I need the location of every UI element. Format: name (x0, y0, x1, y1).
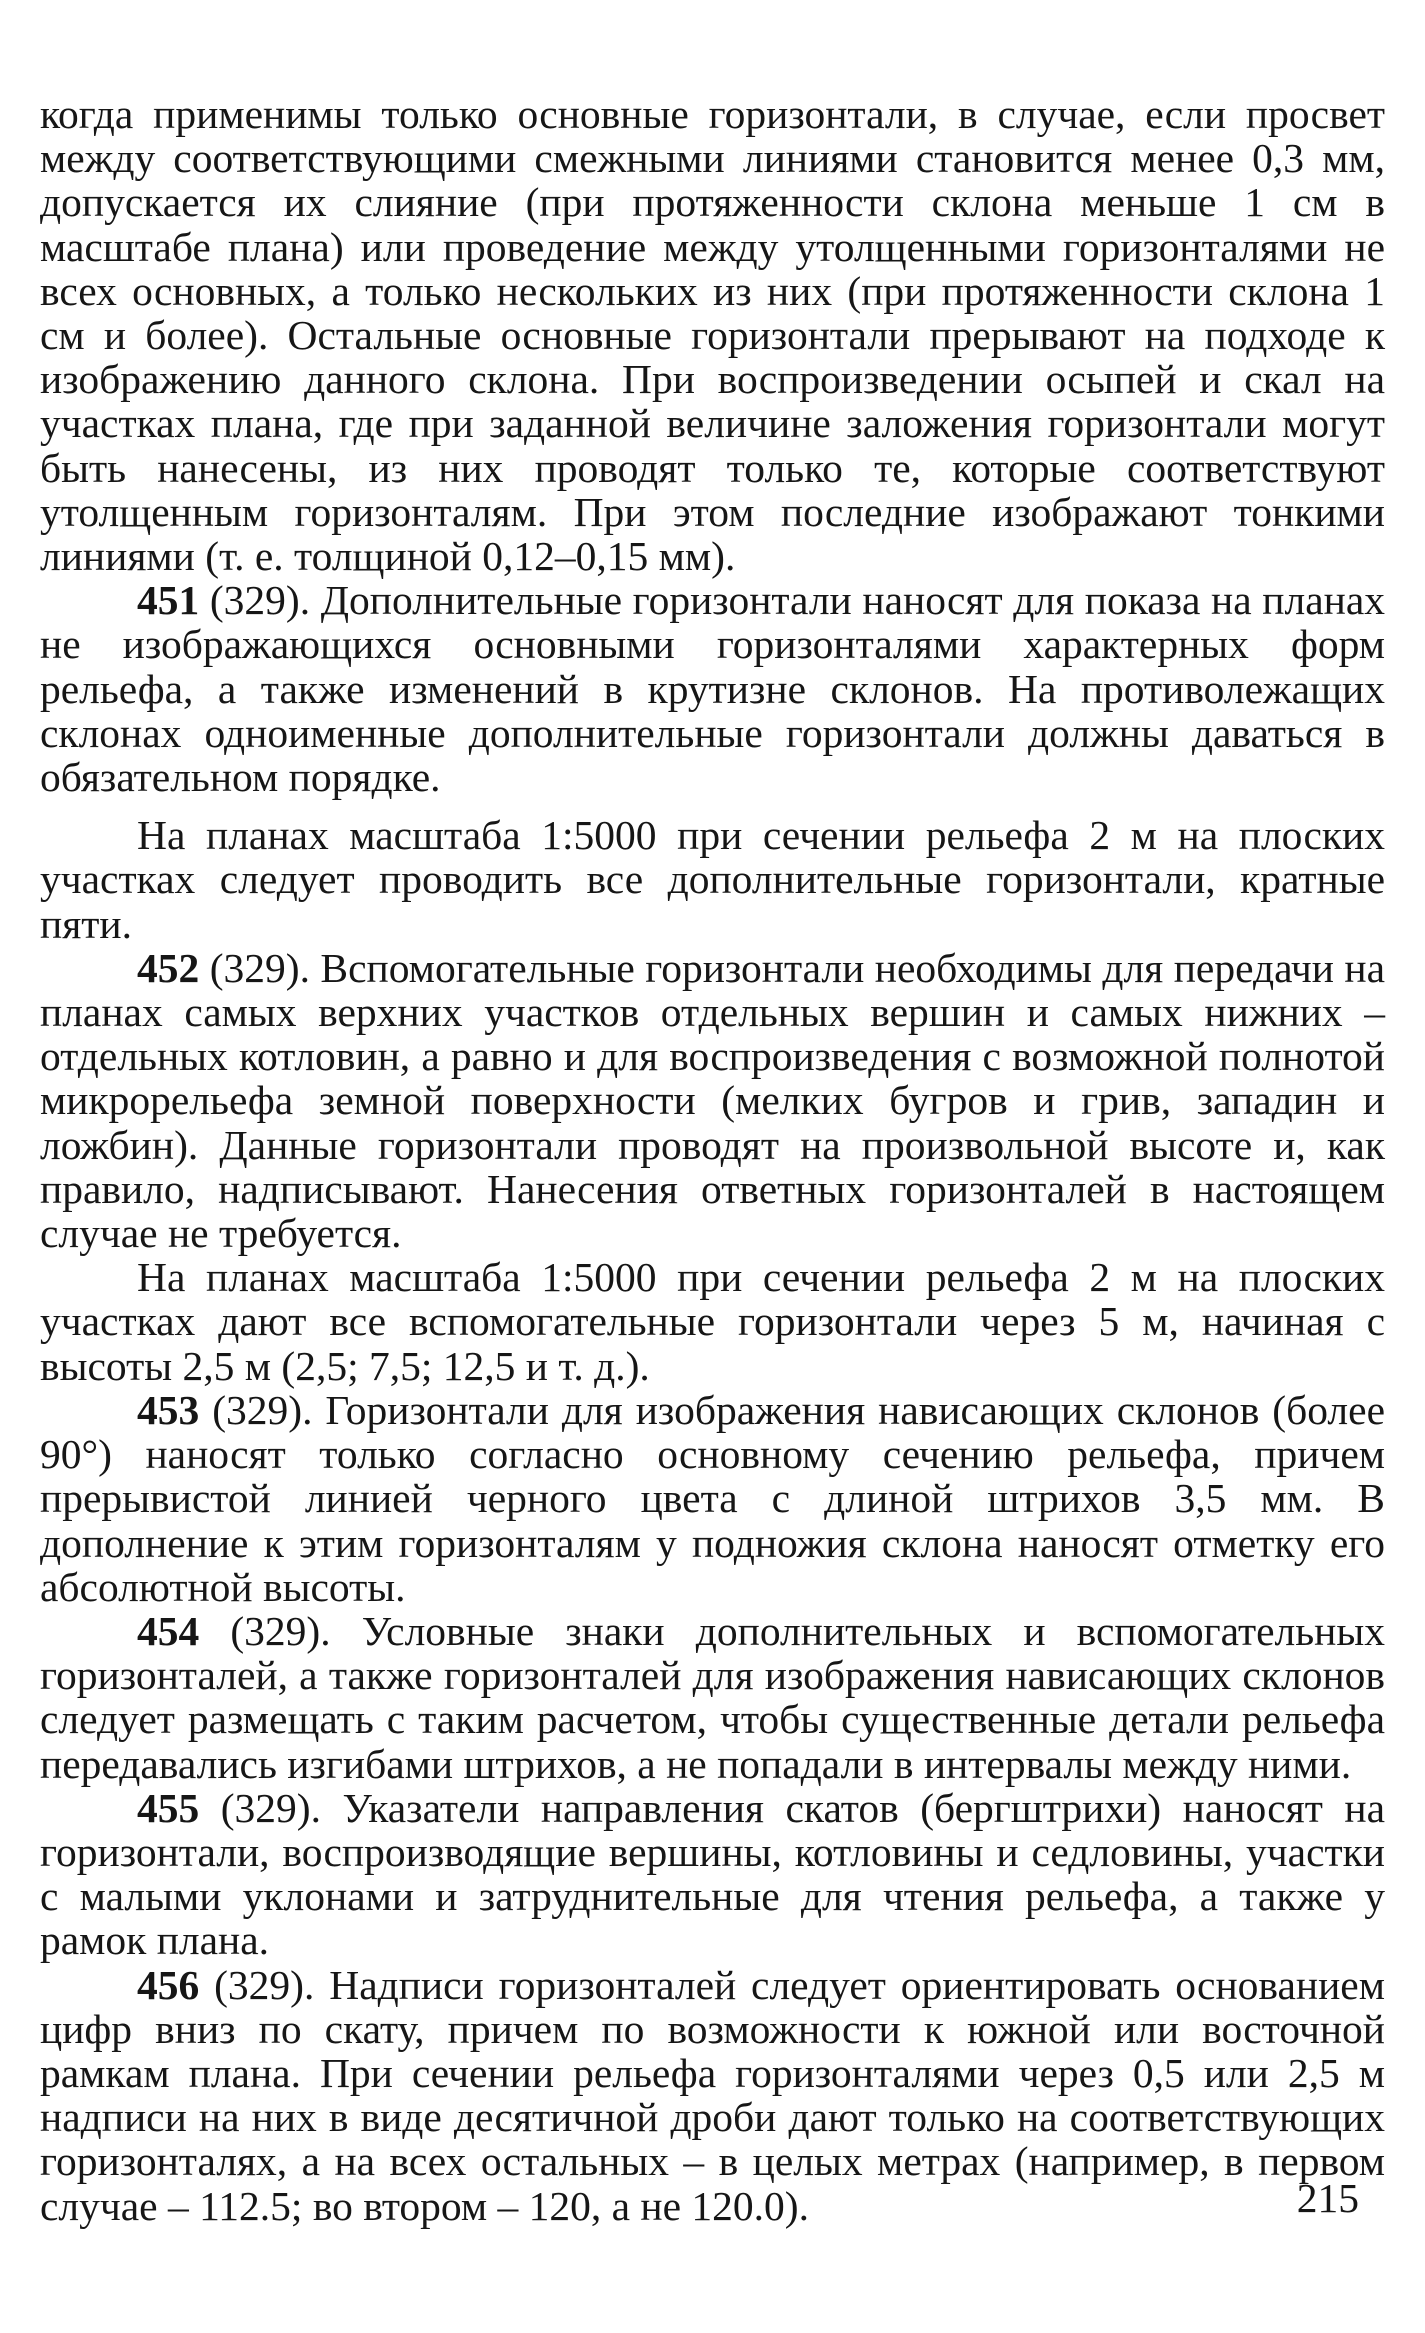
paragraph-text: (329). Надписи горизонталей следует ориентировать основанием цифр вниз по скату, причем по возможности к южной или восточной рамкам плана. При сечении рельефа горизонталями через 0,5 или 2,5 м надписи на них в виде десятичной дроби дают только на соответствующих горизонталях, а на всех остальных – в целых метрах (например, в первом случае – 112.5; во втором – 120, а не 120.0). (40, 1961, 1385, 2229)
paragraph-text: На планах масштаба 1:5000 при сечении рельефа 2 м на плоских участках дают все вспомогательные горизонтали через 5 м, начиная с высоты 2,5 м (2,5; 7,5; 12,5 и т. д.). (40, 1254, 1385, 1389)
paragraph-text: когда применимы только основные горизонтали, в случае, если просвет между соответствующими смежными линиями становится менее 0,3 мм, допускается их слияние (при протяженности склона меньше 1 см в масштабе плана) или проведение между утолщенными горизонталями не всех основных, а только нескольких из них (при протяженности склона 1 см и более). Остальные основные горизонтали прерывают на подходе к изображению данного склона. При воспроизведении осыпей и скал на участках плана, где при заданной величине заложения горизонтали могут быть нанесены, из них проводят только те, которые соответствуют утолщенным горизонталям. При этом последние изображают тонкими линиями (т. е. толщиной 0,12–0,15 мм). (40, 91, 1385, 580)
paragraph-453 (40, 1388, 1385, 1609)
paragraph-452-scale-note (40, 1255, 1385, 1388)
paragraph-455 (40, 1786, 1385, 1963)
paragraph-452 (40, 946, 1385, 1255)
paragraph-number: 452 (137, 944, 200, 991)
paragraph-text: (329). Горизонтали для изображения нависающих склонов (более 90°) наносят только согласно основному сечению рельефа, причем прерывистой линией черного цвета с длиной штрихов 3,5 мм. В дополнение к этим горизонталям у подножия склона наносят отметку его абсолютной высоты. (40, 1386, 1385, 1610)
paragraph-text: (329). Дополнительные горизонтали наносят для показа на планах не изображающихся основными горизонталями характерных форм рельефа, а также изменений в крутизне склонов. На противолежащих склонах одноименные дополнительные горизонтали должны даваться в обязательном порядке. (40, 577, 1385, 801)
paragraph-number: 455 (137, 1784, 200, 1831)
paragraph-454 (40, 1609, 1385, 1786)
paragraph-456 (40, 1963, 1385, 2228)
paragraph-451-scale-note (40, 813, 1385, 946)
paragraph-intro (40, 92, 1385, 578)
paragraph-number: 453 (137, 1386, 200, 1433)
paragraph-451 (40, 578, 1385, 799)
paragraph-number: 456 (137, 1961, 200, 2008)
paragraph-text: (329). Указатели направления скатов (бергштрихи) наносят на горизонтали, воспроизводящие вершины, котловины и седловины, участки с малыми уклонами и затруднительные для чтения рельефа, а также у рамок плана. (40, 1784, 1385, 1964)
document-body (40, 92, 1385, 2228)
page-number: 215 (1296, 2175, 1359, 2221)
paragraph-text: На планах масштаба 1:5000 при сечении рельефа 2 м на плоских участках следует проводить все дополнительные горизонтали, кратные пяти. (40, 812, 1385, 947)
paragraph-text: (329). Вспомогательные горизонтали необходимы для передачи на планах самых верхних участков отдельных вершин и самых нижних – отдельных котловин, а равно и для воспроизведения с возможной полнотой микрорельефа земной поверхности (мелких бугров и грив, западин и ложбин). Данные горизонтали проводят на произвольной высоте и, как правило, надписывают. Нанесения ответных горизонталей в настоящем случае не требуется. (40, 944, 1385, 1257)
paragraph-number: 454 (137, 1607, 200, 1654)
paragraph-text: (329). Условные знаки дополнительных и вспомогательных горизонталей, а также горизонталей для изображения нависающих склонов следует размещать с таким расчетом, чтобы существенные детали рельефа передавались изгибами штрихов, а не попадали в интервалы между ними. (40, 1607, 1385, 1787)
paragraph-number: 451 (137, 577, 200, 624)
